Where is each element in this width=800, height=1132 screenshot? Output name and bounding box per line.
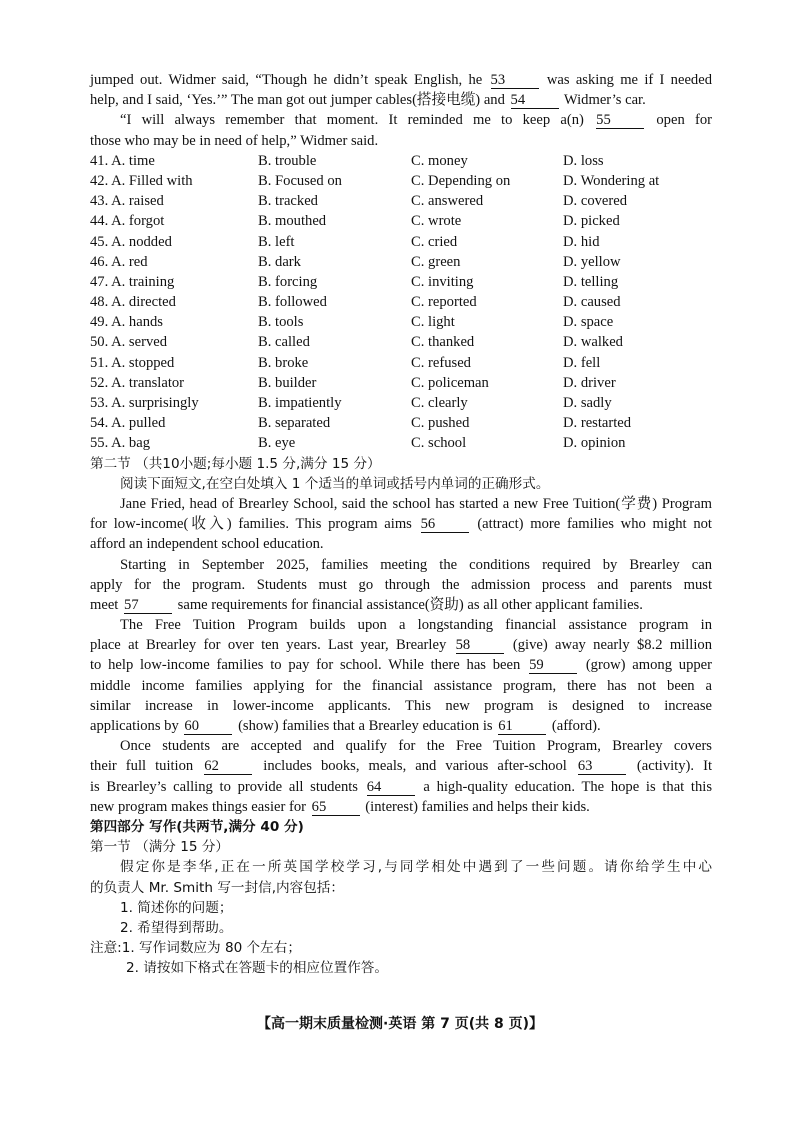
answer-blank-56: 56 <box>421 516 469 533</box>
question-option-a: 43. A. raised <box>90 193 164 210</box>
question-option-b: B. separated <box>258 415 331 432</box>
question-option-b: B. followed <box>258 294 327 311</box>
question-option-a: 51. A. stopped <box>90 354 175 371</box>
text-line <box>90 676 712 696</box>
question-option-d: D. walked <box>563 334 623 351</box>
writing-point-1: 1. 简述你的问题； <box>120 899 233 916</box>
text-line <box>90 756 712 776</box>
text-segment: similar increase in lower-income applicants. This new program is designed to increase <box>90 697 712 714</box>
question-option-d: D. sadly <box>563 395 612 411</box>
question-option-d: D. restarted <box>563 415 632 432</box>
question-option-b: B. tools <box>258 314 304 331</box>
writing-prompt-line1: 假定你是李华,正在一所英国学校学习,与同学相处中遇到了一些问题。请你给学生中心 <box>120 859 712 876</box>
question-option-c: C. money <box>411 152 468 169</box>
writing-note-2: 2. 请按如下格式在答题卡的相应位置作答。 <box>126 960 388 977</box>
question-option-a: 52. A. translator <box>90 374 185 391</box>
page-footer: 【高一期末质量检测·英语 第 7 页(共 8 页)】 <box>257 1016 543 1032</box>
text-line <box>90 777 712 797</box>
question-option-d: D. picked <box>563 213 620 230</box>
text-segment: Starting in September 2025, families meeting the conditions required by Brearley can <box>120 556 712 573</box>
answer-blank-63: 63 <box>578 758 626 775</box>
question-option-d: D. hid <box>563 233 600 250</box>
question-option-a: 50. A. served <box>90 334 168 351</box>
question-option-d: D. covered <box>563 193 628 210</box>
text-segment: new program makes things easier for <box>90 798 310 815</box>
text-line <box>90 716 712 736</box>
text-line <box>90 555 712 575</box>
writing-prompt-line2: 的负责人 Mr. Smith 写一封信,内容包括： <box>90 879 344 896</box>
question-option-a: 42. A. Filled with <box>90 172 193 189</box>
text-line <box>90 131 712 151</box>
answer-blank-65: 65 <box>312 799 360 816</box>
text-segment: for low-income(收入) families. This program aims <box>90 516 419 533</box>
question-option-b: B. Focused on <box>258 172 342 189</box>
question-option-a: 46. A. red <box>90 253 148 270</box>
question-option-c: C. pushed <box>411 415 470 432</box>
text-line <box>90 575 712 595</box>
text-segment: (attract) more families who might not <box>470 516 712 533</box>
answer-blank-64: 64 <box>367 779 415 796</box>
text-segment: Jane Fried, head of Brearley School, said the school has started a new Free Tuition(学费) Program <box>120 495 712 512</box>
question-option-a: 47. A. training <box>90 273 175 290</box>
question-option-a: 49. A. hands <box>90 314 163 331</box>
question-option-b: B. dark <box>258 253 301 270</box>
text-line <box>90 797 712 817</box>
text-segment: was asking me if I needed <box>540 72 712 88</box>
text-segment: (grow) among upper <box>579 657 712 674</box>
text-segment: The Free Tuition Program builds upon a longstanding financial assistance program in <box>120 617 712 634</box>
answer-blank-59: 59 <box>529 657 577 674</box>
text-segment: Once students are accepted and qualify for the Free Tuition Program, Brearley covers <box>120 738 712 755</box>
text-segment: middle income families applying for the financial assistance program, there has not been a <box>90 677 712 694</box>
text-segment: meet <box>90 596 123 613</box>
writing-note-1: 注意:1. 写作词数应为 80 个左右； <box>90 940 301 957</box>
options-table <box>90 151 712 454</box>
question-option-a: 41. A. time <box>90 152 155 169</box>
question-option-c: C. clearly <box>411 395 468 411</box>
answer-blank-53: 53 <box>491 72 539 89</box>
question-option-c: C. Depending on <box>411 172 511 189</box>
text-segment: “I will always remember that moment. It reminded me to keep a(n) <box>120 112 595 129</box>
question-option-d: D. caused <box>563 294 621 311</box>
question-option-a: 48. A. directed <box>90 294 176 311</box>
question-option-a: 54. A. pulled <box>90 415 166 432</box>
question-option-a: 53. A. surprisingly <box>90 395 199 411</box>
question-option-c: C. reported <box>411 294 477 311</box>
answer-blank-62: 62 <box>204 758 252 775</box>
section2-instruction: 阅读下面短文,在空白处填入 1 个适当的单词或括号内单词的正确形式。 <box>120 475 550 492</box>
question-option-c: C. inviting <box>411 273 474 290</box>
text-line <box>90 514 712 534</box>
text-line <box>90 615 712 635</box>
text-segment: a high-quality education. The hope is that this <box>416 778 713 795</box>
passage-end <box>90 70 712 151</box>
text-line <box>90 70 712 90</box>
question-option-d: D. fell <box>563 354 601 371</box>
question-option-d: D. space <box>563 314 614 331</box>
question-option-c: C. light <box>411 314 455 331</box>
question-option-b: B. forcing <box>258 273 318 290</box>
text-segment: (activity). It <box>627 758 712 775</box>
text-line <box>90 696 712 716</box>
text-segment: those who may be in need of help,” Widmer said. <box>90 132 379 149</box>
question-option-b: B. left <box>258 233 295 250</box>
question-option-c: C. answered <box>411 193 484 210</box>
question-option-d: D. driver <box>563 374 616 391</box>
question-option-c: C. wrote <box>411 213 462 230</box>
text-segment: place at Brearley for over ten years. Last year, Brearley <box>90 637 454 654</box>
text-segment: apply for the program. Students must go through the admission process and parents must <box>90 576 712 593</box>
text-line <box>90 494 712 514</box>
text-segment: to help low-income families to pay for school. While there has been <box>90 657 528 674</box>
answer-blank-54: 54 <box>511 92 559 109</box>
section2-heading: 第二节 （共10小题;每小题 1.5 分,满分 15 分） <box>90 455 381 472</box>
text-segment: includes books, meals, and various after-school <box>254 758 576 775</box>
question-option-c: C. refused <box>411 354 471 371</box>
answer-blank-61: 61 <box>498 718 546 735</box>
text-line <box>90 635 712 655</box>
part4-section1-heading: 第一节 （满分 15 分） <box>90 839 230 856</box>
text-segment: afford an independent school education. <box>90 536 324 553</box>
question-option-d: D. telling <box>563 273 619 290</box>
exam-page <box>90 70 712 978</box>
text-segment: (show) families that a Brearley education is <box>234 718 497 734</box>
part4-heading: 第四部分 写作(共两节,满分 40 分) <box>90 818 304 835</box>
text-segment: same requirements for financial assistance(资助) as all other applicant families. <box>174 596 643 613</box>
text-segment: open for <box>646 112 712 129</box>
text-segment: jumped out. Widmer said, “Though he didn’t speak English, he <box>90 72 489 88</box>
text-segment: help, and I said, ‘Yes.’” The man got out jumper cables(搭接电缆) and <box>90 92 509 109</box>
text-line <box>90 90 712 110</box>
question-option-c: C. school <box>411 435 467 452</box>
question-option-b: B. eye <box>258 435 296 452</box>
answer-blank-60: 60 <box>184 718 232 735</box>
question-option-a: 55. A. bag <box>90 435 150 452</box>
question-option-b: B. trouble <box>258 152 317 169</box>
question-option-b: B. builder <box>258 374 317 391</box>
question-option-b: B. broke <box>258 354 309 371</box>
text-segment: (interest) families and helps their kids. <box>361 798 590 815</box>
question-option-b: B. impatiently <box>258 395 342 411</box>
writing-point-2: 2. 希望得到帮助。 <box>120 919 233 936</box>
section2-passage <box>90 494 712 817</box>
question-option-b: B. mouthed <box>258 213 327 230</box>
text-segment: (give) away nearly $8.2 million <box>505 637 712 654</box>
text-segment: their full tuition <box>90 758 203 775</box>
question-option-b: B. tracked <box>258 193 318 210</box>
answer-blank-57: 57 <box>124 597 172 614</box>
answer-blank-58: 58 <box>456 637 504 654</box>
text-line <box>90 736 712 756</box>
question-option-d: D. loss <box>563 152 604 169</box>
text-segment: applications by <box>90 718 183 734</box>
question-option-b: B. called <box>258 334 310 351</box>
text-segment: (afford). <box>548 718 601 734</box>
text-line <box>90 534 712 554</box>
question-option-c: C. thanked <box>411 334 475 351</box>
question-option-d: D. Wondering at <box>563 172 660 189</box>
question-option-c: C. cried <box>411 233 458 250</box>
question-option-d: D. yellow <box>563 253 621 270</box>
text-segment: is Brearley’s calling to provide all students <box>90 778 365 795</box>
text-line <box>90 110 712 130</box>
question-option-a: 45. A. nodded <box>90 233 172 250</box>
text-segment: Widmer’s car. <box>560 92 646 109</box>
question-option-c: C. green <box>411 253 461 270</box>
question-option-d: D. opinion <box>563 435 626 452</box>
question-option-a: 44. A. forgot <box>90 213 165 230</box>
text-line <box>90 655 712 675</box>
answer-blank-55: 55 <box>596 112 644 129</box>
text-line <box>90 595 712 615</box>
question-option-c: C. policeman <box>411 374 489 391</box>
